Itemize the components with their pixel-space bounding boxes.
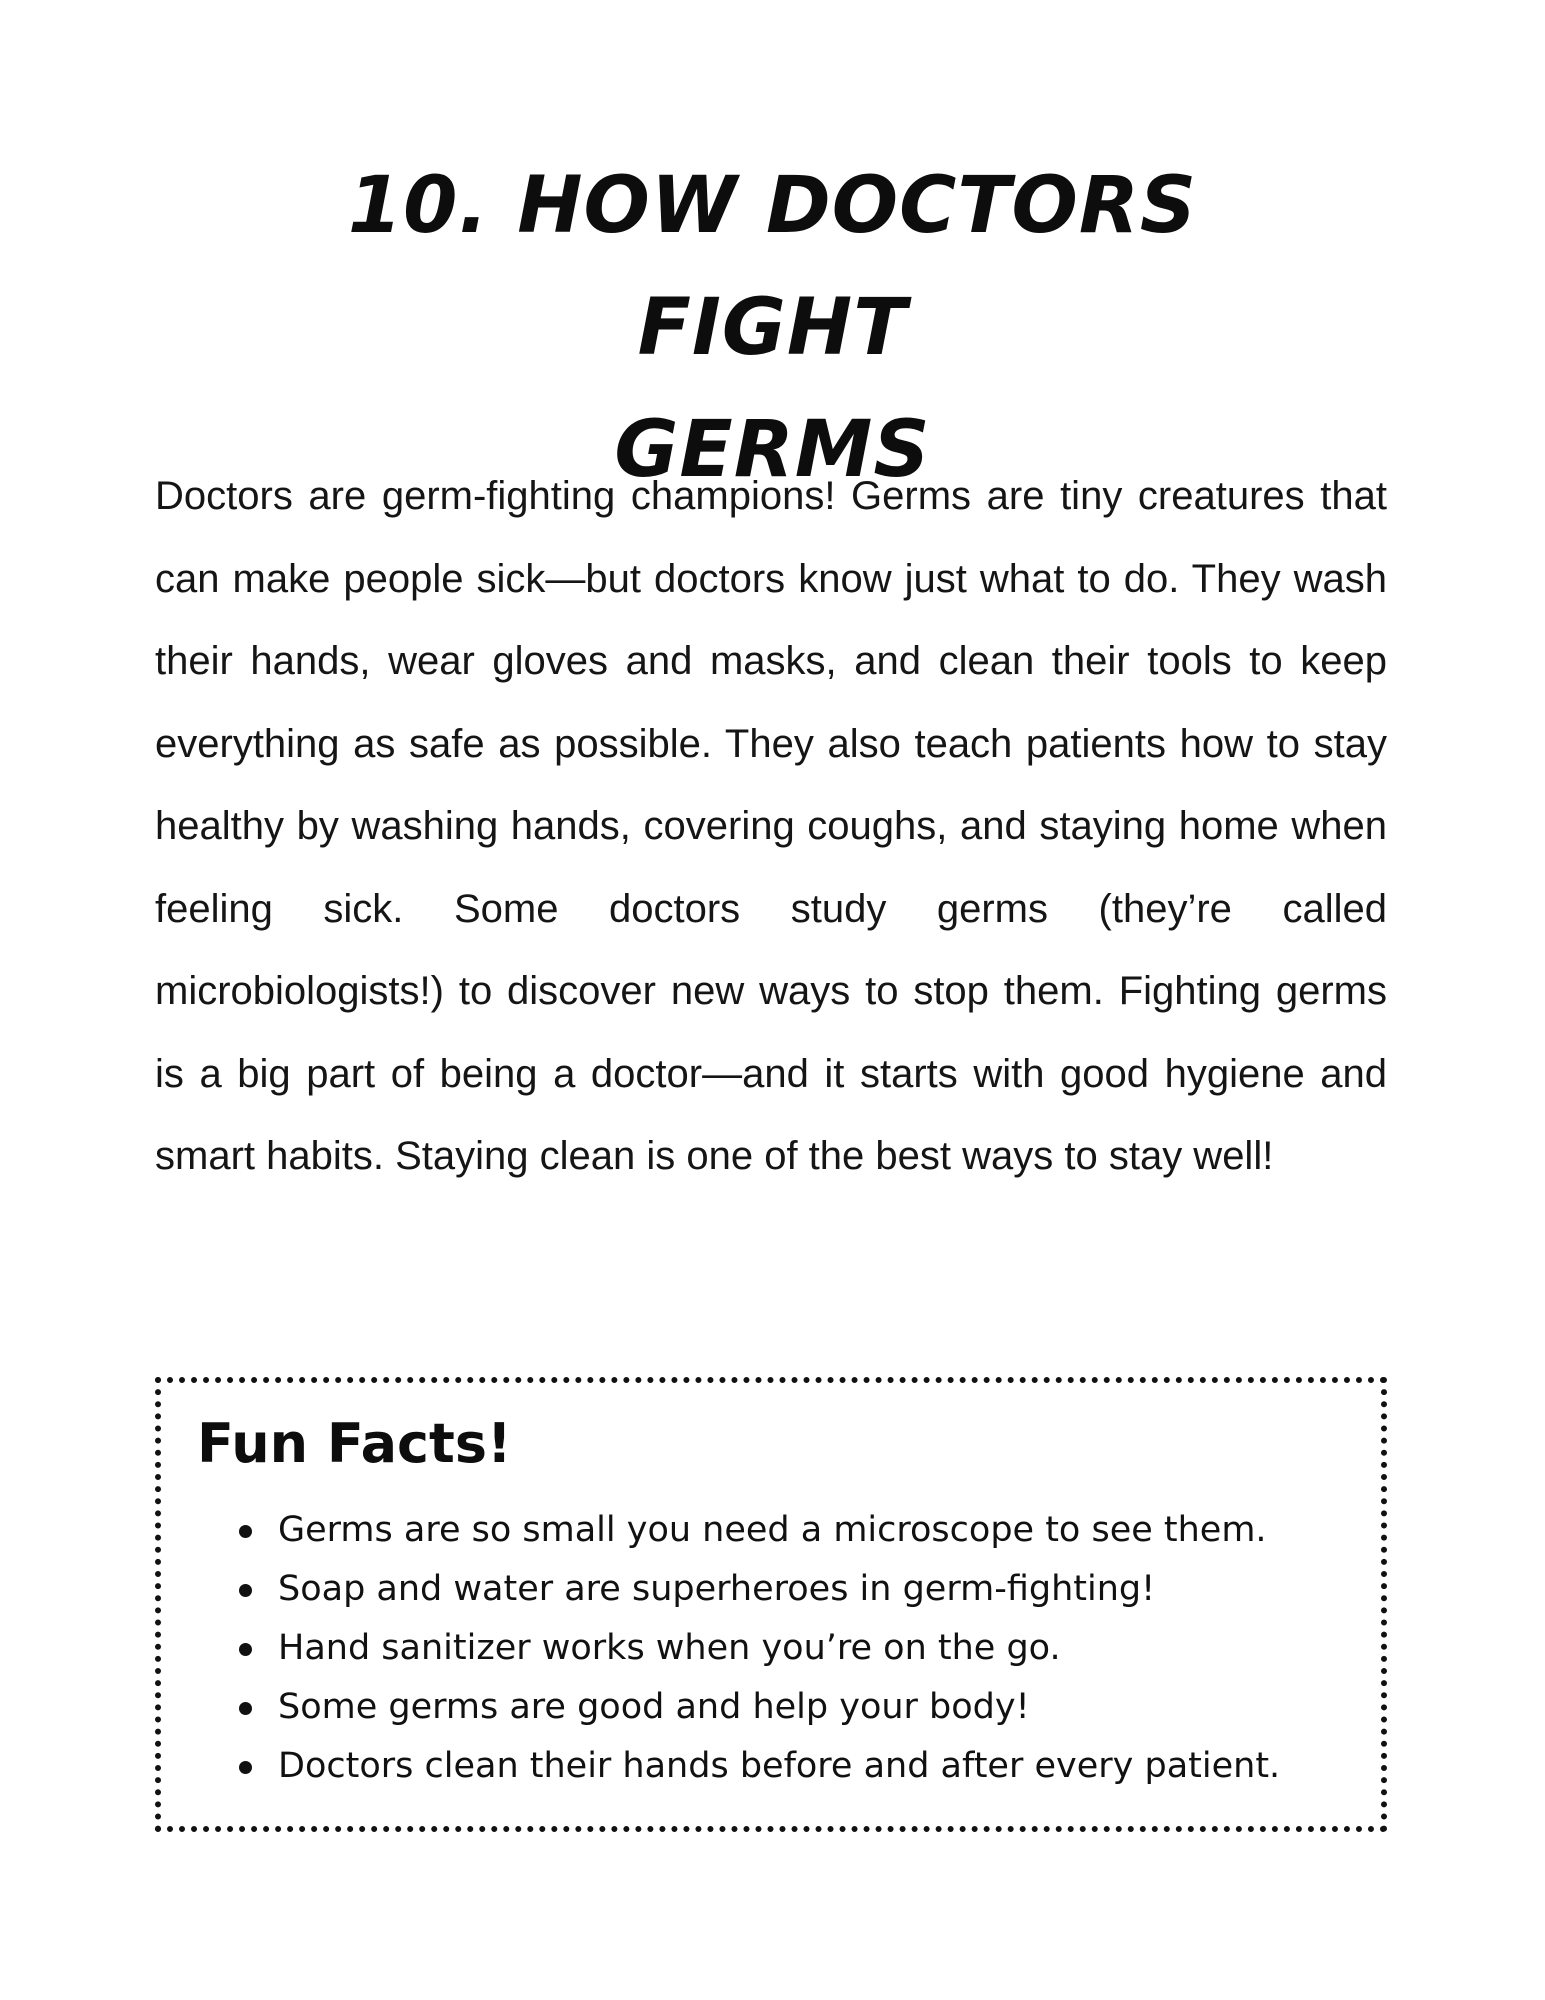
fun-fact-text: Some germs are good and help your body! [278,1687,1030,1727]
body-paragraph: Doctors are germ-fighting champions! Germs are tiny creatures that can make people sick—but doctors know just what to do. They wash their hands, wear gloves and masks, and clean their tools to keep everything as safe as possible. They also teach patients how to stay healthy by washing hands, covering coughs, and staying home when feeling sick. Some doctors study germs (they’re called microbiologists!) to discover new ways to stop them. Fighting germs is a big part of being a doctor—and it starts with good hygiene and smart habits. Staying clean is one of the best ways to stay well! [155,474,1387,1178]
fun-fact-item [161,1619,1280,1678]
page-title-line-1: 10. HOW DOCTORS FIGHT [347,161,1198,373]
bullet-icon [239,1761,252,1774]
bullet-icon [239,1643,252,1656]
fun-fact-text: Soap and water are superheroes in germ-fighting! [278,1569,1156,1609]
fun-facts-box [155,1377,1387,1832]
fun-fact-text: Doctors clean their hands before and after every patient. [278,1746,1281,1786]
fun-fact-text: Hand sanitizer works when you’re on the go. [278,1628,1061,1668]
fun-facts-list [161,1501,1280,1796]
fun-fact-item [161,1560,1280,1619]
fun-facts-heading: Fun Facts! [197,1412,512,1475]
fun-fact-text: Germs are so small you need a microscope to see them. [278,1510,1267,1550]
bullet-icon [239,1702,252,1715]
fun-fact-item [161,1737,1280,1796]
page-title-line-2: GERMS [614,405,931,495]
fun-fact-item [161,1501,1280,1560]
bullet-icon [239,1584,252,1597]
fun-fact-item [161,1678,1280,1737]
bullet-icon [239,1525,252,1538]
